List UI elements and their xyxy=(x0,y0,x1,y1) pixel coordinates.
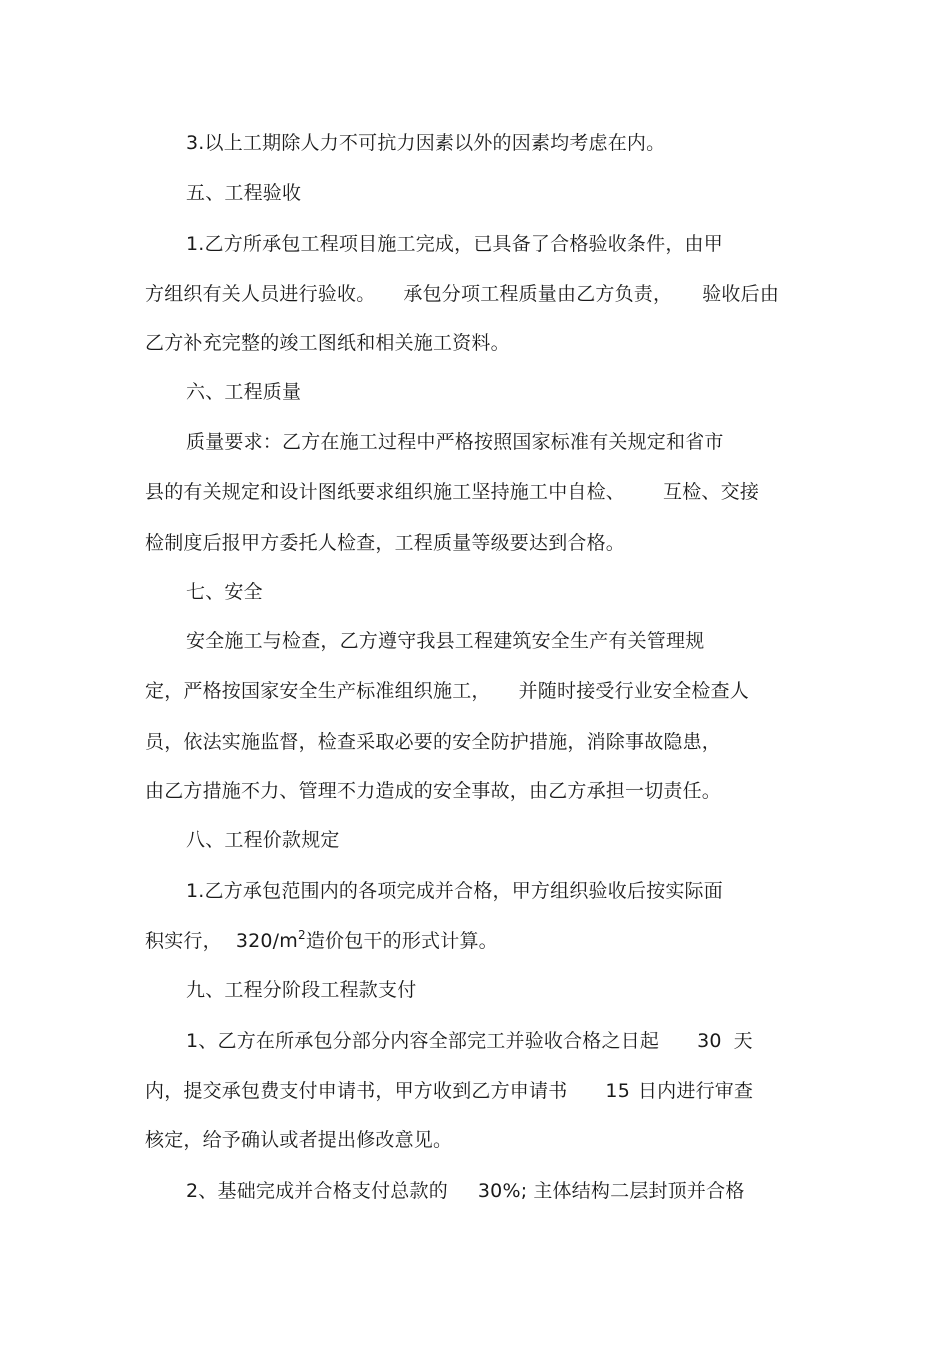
section-heading-8: 八、工程价款规定 xyxy=(186,829,340,851)
section-heading-9: 九、工程分阶段工程款支付 xyxy=(186,979,417,1001)
paragraph-line xyxy=(145,282,779,306)
paragraph-line: 由乙方措施不力、管理不力造成的安全事故，由乙方承担一切责任。 xyxy=(145,780,722,802)
text-run: 承包分项工程质量由乙方负责， xyxy=(403,283,673,305)
text-run: 互检、交接 xyxy=(663,481,760,503)
text-run: 方组织有关人员进行验收。 xyxy=(145,283,376,305)
paragraph-line xyxy=(145,929,498,953)
text-run: 主体结构二层封顶并合格 xyxy=(533,1180,745,1202)
text-run: 积实行， xyxy=(145,930,222,952)
text-run: 县的有关规定和设计图纸要求组织施工坚持施工中自检、 xyxy=(145,481,626,503)
section-heading-6: 六、工程质量 xyxy=(186,381,302,403)
paragraph-line: 核定，给予确认或者提出修改意见。 xyxy=(145,1129,453,1151)
paragraph-line xyxy=(145,679,749,703)
paragraph-line: 乙方补充完整的竣工图纸和相关施工资料。 xyxy=(145,332,510,354)
text-run: 定，严格按国家安全生产标准组织施工， xyxy=(145,680,491,702)
text-run: 1、乙方在所承包分部分内容全部完工并验收合格之日起 xyxy=(186,1030,660,1052)
paragraph-line: 质量要求：乙方在施工过程中严格按照国家标准有关规定和省市 xyxy=(186,431,724,453)
paragraph-line: 安全施工与检查，乙方遵守我县工程建筑安全生产有关管理规 xyxy=(186,630,705,652)
paragraph-line xyxy=(145,1079,753,1103)
text-run: 造价包干的形式计算。 xyxy=(305,930,498,952)
text-run: 内，提交承包费支付申请书，甲方收到乙方申请书 xyxy=(145,1080,568,1102)
number-value: 30 xyxy=(697,1030,722,1052)
paragraph-line: 员，依法实施监督，检查采取必要的安全防护措施，消除事故隐患， xyxy=(145,731,722,753)
paragraph-line xyxy=(145,480,759,504)
text-run: 天 xyxy=(733,1030,753,1052)
text-run: 验收后由 xyxy=(702,283,780,305)
paragraph-line xyxy=(186,1179,745,1203)
paragraph-line: 3.以上工期除人力不可抗力因素以外的因素均考虑在内。 xyxy=(186,132,666,154)
text-run: 并随时接受行业安全检查人 xyxy=(518,680,750,702)
number-value: 15 xyxy=(605,1080,630,1102)
text-run: 日内进行审查 xyxy=(637,1080,754,1102)
paragraph-line: 1.乙方所承包工程项目施工完成，已具备了合格验收条件，由甲 xyxy=(186,233,723,255)
section-heading-7: 七、安全 xyxy=(186,581,263,603)
price-value: 320/m xyxy=(235,930,298,952)
paragraph-line: 1.乙方承包范围内的各项完成并合格，甲方组织验收后按实际面 xyxy=(186,880,723,902)
percent-value: 30%; xyxy=(477,1180,528,1202)
paragraph-line: 检制度后报甲方委托人检查，工程质量等级要达到合格。 xyxy=(145,532,626,554)
text-run: 2、基础完成并合格支付总款的 xyxy=(186,1180,448,1202)
paragraph-line xyxy=(186,1029,753,1053)
superscript: 2 xyxy=(298,928,306,942)
section-heading-5: 五、工程验收 xyxy=(186,182,302,204)
